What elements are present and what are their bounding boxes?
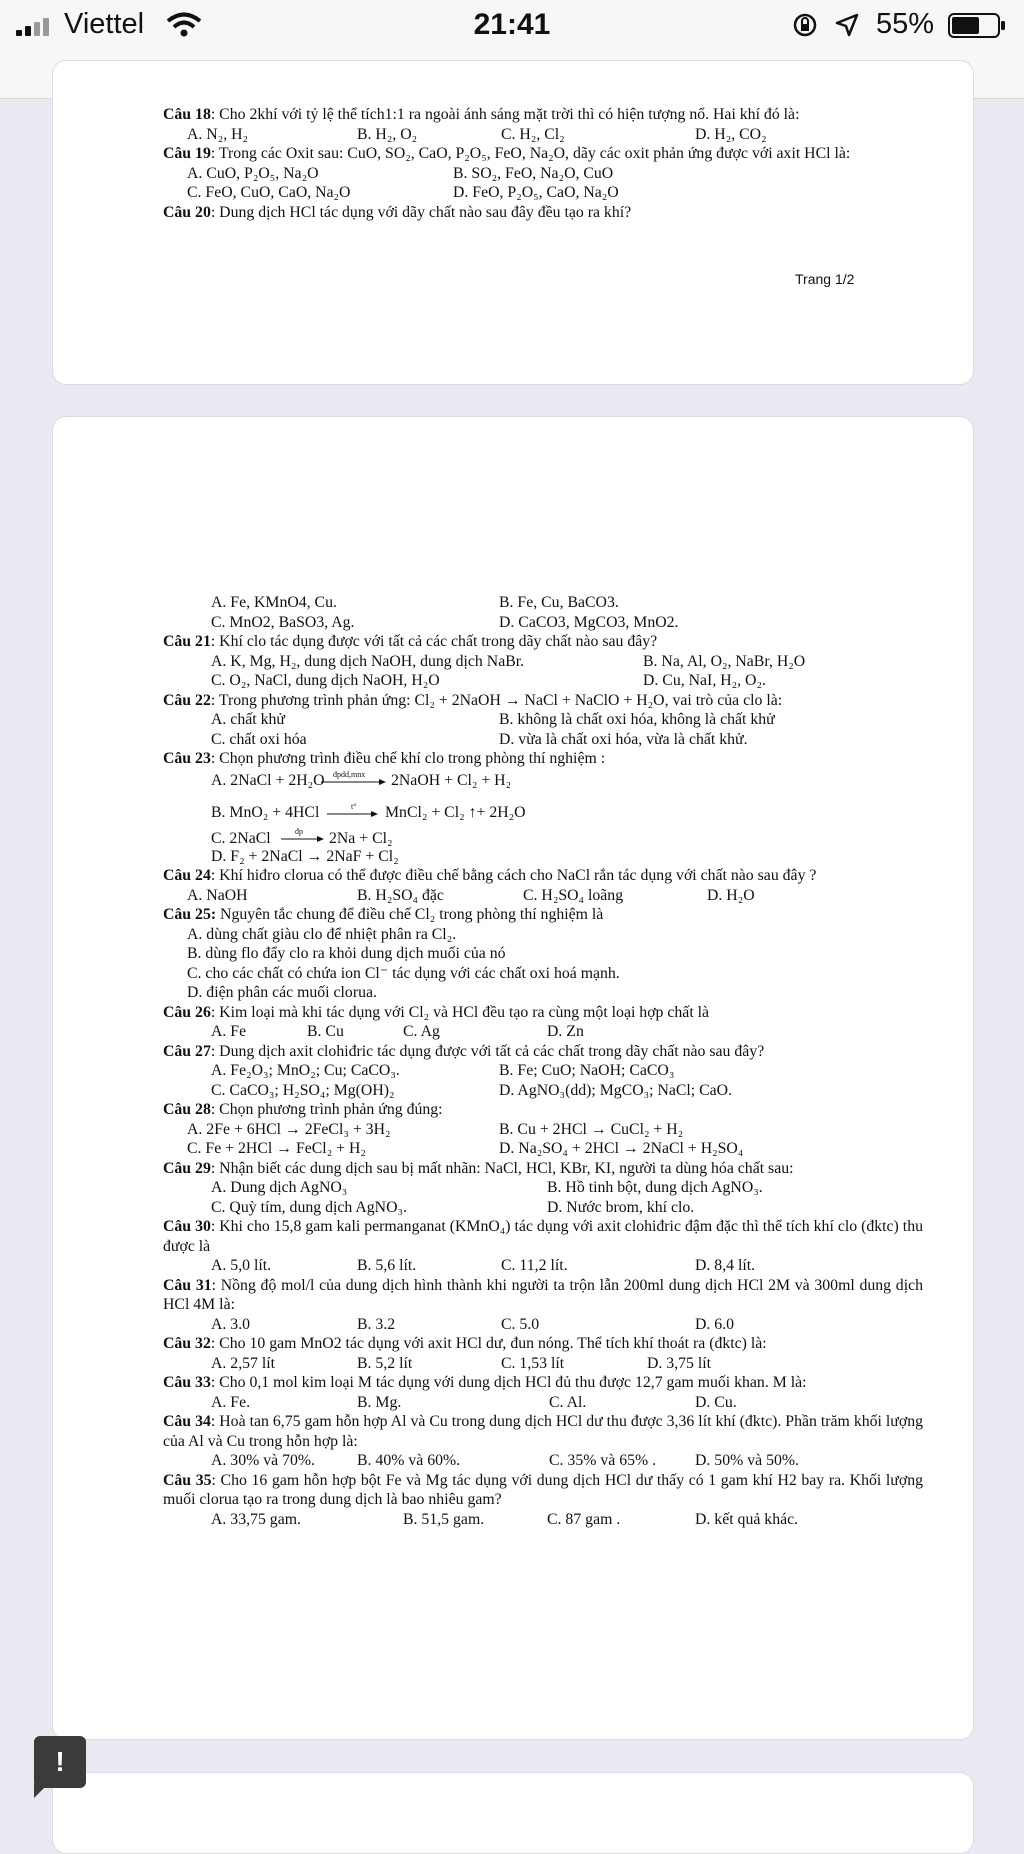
- question-26: Câu 26: Kim loại mà khi tác dụng với Cl₂ và HCl đều tạo ra cùng một loại hợp chất là: [163, 1003, 710, 1021]
- options-19a: A. CuO, P₂O₅, Na₂O B. SO₂, FeO, Na₂O, CuO: [187, 164, 614, 182]
- options-20b: C. MnO2, BaSO3, Ag. D. CaCO3, MgCO3, MnO2.: [211, 613, 679, 631]
- equation-23c: C. 2NaCl đp 2Na + Cl₂: [211, 826, 393, 847]
- reaction-arrow-icon: [321, 778, 387, 786]
- options-29b: C. Quỳ tím, dung dịch AgNO₃. D. Nước brom, khí clo.: [211, 1198, 695, 1216]
- question-33: Câu 33: Cho 0,1 mol kim loại M tác dụng với dung dịch HCl đủ thu được 12,7 gam muối khan. M là:: [163, 1374, 807, 1391]
- question-block-page2: [163, 593, 923, 1529]
- question-block-page1: [163, 105, 923, 222]
- options-19b: C. FeO, CuO, CaO, Na₂O D. FeO, P₂O₅, CaO, Na₂O: [187, 184, 619, 201]
- question-20: Câu 20: Dung dịch HCl tác dụng với dãy chất nào sau đây đều tạo ra khí?: [163, 203, 632, 221]
- alert-button-tail: [34, 1784, 48, 1798]
- options-27b: C. CaCO₃; H₂SO₄; Mg(OH)₂ D. AgNO₃(dd); MgCO₃; NaCl; CaO.: [211, 1081, 733, 1099]
- document-page-2: [52, 416, 974, 1740]
- options-21a: A. K, Mg, H₂, dung dịch NaOH, dung dịch NaBr. B. Na, Al, O₂, NaBr, H₂O: [211, 652, 806, 670]
- equation-23d: D. F₂ + 2NaCl → 2NaF + Cl₂: [211, 847, 399, 865]
- rotation-lock-icon: [792, 12, 818, 38]
- equation-23a: A. 2NaCl + 2H₂O đpdd,mnx 2NaOH + Cl₂ + H₂: [211, 769, 512, 789]
- options-18: A. N₂, H₂ B. H₂, O₂ C. H₂, Cl₂ D. H₂, CO₂: [187, 125, 767, 143]
- options-24: A. NaOH B. H₂SO₄ đặc C. H₂SO₄ loãng D. H₂O: [187, 886, 755, 904]
- alert-button[interactable]: !: [34, 1736, 86, 1788]
- question-34: Câu 34: Hoà tan 6,75 gam hỗn hợp Al và Cu trong dung dịch HCl dư thu được 3,36 lít khí (đktc). Phần trăm khối lượng của Al và Cu trong hỗn hợp là:: [163, 1413, 924, 1450]
- question-24: Câu 24: Khí hiđro clorua có thể được điều chế bằng cách cho NaCl rắn tác dụng với chất nào sau đây ?: [163, 867, 817, 884]
- question-29: Câu 29: Nhận biết các dung dịch sau bị mất nhãn: NaCl, HCl, KBr, KI, người ta dùng hóa chất sau:: [163, 1159, 794, 1177]
- options-20a: A. Fe, KMnO4, Cu. B. Fe, Cu, BaCO3.: [211, 594, 619, 611]
- question-19: Câu 19: Trong các Oxit sau: CuO, SO₂, CaO, P₂O₅, FeO, Na₂O, dãy các oxit phản ứng được với axit HCl là:: [163, 145, 851, 162]
- options-28b: C. Fe + 2HCl → FeCl₂ + H₂ D. Na₂SO₄ + 2HCl → 2NaCl + H₂SO₄: [187, 1140, 744, 1157]
- options-35: A. 33,75 gam. B. 51,5 gam. C. 87 gam . D. kết quả khác.: [211, 1510, 799, 1528]
- options-31: A. 3.0 B. 3.2 C. 5.0 D. 6.0: [211, 1315, 735, 1333]
- battery-icon: [948, 13, 1006, 38]
- options-29a: A. Dung dịch AgNO₃ B. Hồ tinh bột, dung dịch AgNO₃.: [211, 1179, 763, 1196]
- options-26: A. Fe B. Cu C. Ag D. Zn: [211, 1023, 584, 1040]
- location-arrow-icon: [834, 12, 860, 38]
- reaction-arrow-icon: [281, 835, 325, 843]
- options-33: A. Fe. B. Mg. C. Al. D. Cu.: [211, 1393, 737, 1411]
- document-page-3: [52, 1772, 974, 1854]
- question-25: Câu 25: Nguyên tắc chung để điều chế Cl₂ trong phòng thí nghiệm là: [163, 906, 604, 923]
- question-23: Câu 23: Chọn phương trình điều chế khí clo trong phòng thí nghiệm :: [163, 750, 606, 767]
- document-page-1: [52, 60, 974, 385]
- option-25d: D. điện phân các muối clorua.: [187, 984, 377, 1001]
- option-25b: B. dùng flo đẩy clo ra khỏi dung dịch muối của nó: [187, 945, 506, 962]
- options-27a: A. Fe₂O₃; MnO₂; Cu; CaCO₃. B. Fe; CuO; NaOH; CaCO₃: [211, 1062, 675, 1079]
- options-28a: A. 2Fe + 6HCl → 2FeCl₃ + 3H₂ B. Cu + 2HCl → CuCl₂ + H₂: [187, 1120, 684, 1138]
- page-number: Trang 1/2: [795, 271, 855, 287]
- question-28: Câu 28: Chọn phương trình phản ứng đúng:: [163, 1101, 443, 1118]
- question-27: Câu 27: Dung dịch axit clohiđric tác dụng được với tất cả các chất trong dãy chất nào sau đây?: [163, 1042, 765, 1060]
- option-25a: A. dùng chất giàu clo để nhiệt phân ra Cl₂.: [187, 925, 457, 943]
- options-21b: C. O₂, NaCl, dung dịch NaOH, H₂O D. Cu, NaI, H₂, O₂.: [211, 672, 766, 689]
- reaction-arrow-icon: [327, 810, 379, 818]
- option-25c: C. cho các chất có chứa ion Cl⁻ tác dụng với các chất oxi hoá mạnh.: [187, 964, 620, 982]
- options-22a: A. chất khử B. không là chất oxi hóa, không là chất khử: [211, 711, 775, 728]
- carrier-name: Viettel: [64, 8, 145, 40]
- question-21: Câu 21: Khí clo tác dụng được với tất cả các chất trong dãy chất nào sau đây?: [163, 633, 658, 650]
- question-32: Câu 32: Cho 10 gam MnO2 tác dụng với axit HCl dư, đun nóng. Thể tích khí thoát ra (đktc) là:: [163, 1335, 767, 1352]
- question-35: Câu 35: Cho 16 gam hỗn hợp bột Fe và Mg tác dụng với dung dịch HCl dư thấy có 1 gam khí H2 bay ra. Khối lượng muối clorua tạo ra trong dung dịch là bao nhiêu gam?: [163, 1471, 923, 1508]
- battery-percent: 55%: [876, 8, 935, 40]
- options-22b: C. chất oxi hóa D. vừa là chất oxi hóa, vừa là chất khử.: [211, 730, 748, 748]
- options-34: A. 30% và 70%. B. 40% và 60%. C. 35% và 65% . D. 50% và 50%.: [211, 1452, 799, 1469]
- equation-23b: B. MnO₂ + 4HCl t° MnCl₂ + Cl₂ ↑+ 2H₂O: [211, 801, 526, 821]
- question-22: Câu 22: Trong phương trình phản ứng: Cl₂ + 2NaOH → NaCl + NaClO + H₂O, vai trò của clo là:: [163, 691, 783, 709]
- question-30: Câu 30: Khi cho 15,8 gam kali permanganat (KMnO₄) tác dụng với axit clohiđric đậm đặc thì thể tích khí clo (đktc) thu được là: [163, 1218, 923, 1255]
- status-bar: [0, 0, 1024, 52]
- options-32: A. 2,57 lít B. 5,2 lít C. 1,53 lít D. 3,75 lít: [211, 1354, 712, 1372]
- options-30: A. 5,0 lít. B. 5,6 lít. C. 11,2 lít. D. 8,4 lít.: [211, 1257, 756, 1274]
- question-18: Câu 18: Cho 2khí với tỷ lệ thể tích1:1 ra ngoài ánh sáng mặt trời thì có hiện tượng nổ. Hai khí đó là:: [163, 106, 800, 123]
- clock: 21:41: [473, 8, 551, 41]
- question-31: Câu 31: Nồng độ mol/l của dung dịch hình thành khi người ta trộn lẫn 200ml dung dịch HCl 2M và 300ml dung dịch HCl 4M là:: [163, 1276, 923, 1313]
